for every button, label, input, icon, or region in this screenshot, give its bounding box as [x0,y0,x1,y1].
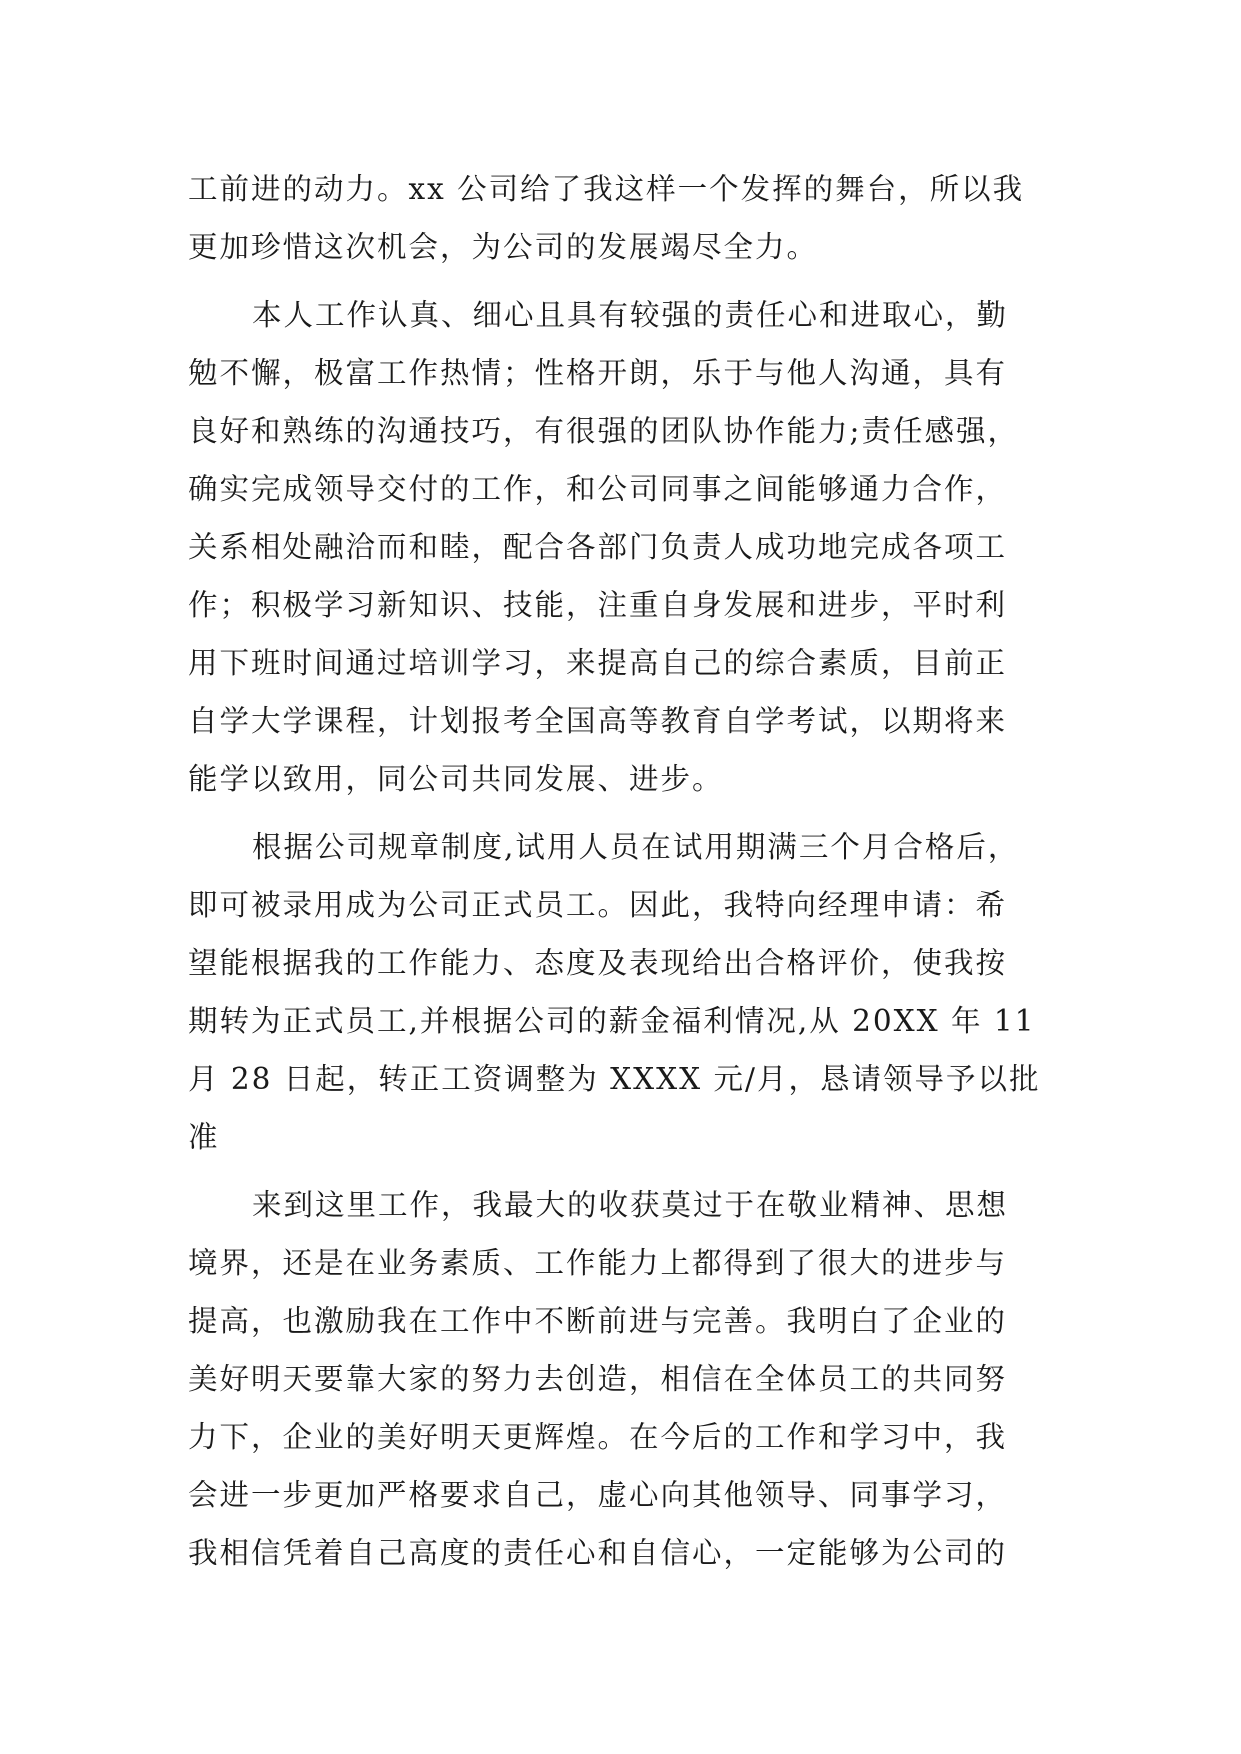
text-line: 准 [188,1120,220,1154]
text-line: 能学以致用，同公司共同发展、进步。 [188,762,724,796]
paragraph-2 [188,286,1054,808]
text-line: 良好和熟练的沟通技巧，有很强的团队协作能力;责任感强， [188,414,1019,448]
text-line: 本人工作认真、细心且具有较强的责任心和进取心，勤 [252,298,1009,332]
text-line: 期转为正式员工,并根据公司的薪金福利情况,从 20XX 年 11 [188,1004,1036,1038]
text-line: 境界，还是在业务素质、工作能力上都得到了很大的进步与 [188,1246,1008,1280]
paragraph-4 [188,1176,1054,1582]
text-line: 来到这里工作，我最大的收获莫过于在敬业精神、思想 [252,1188,1009,1222]
text-line: 月 28 日起，转正工资调整为 XXXX 元/月，恳请领导予以批 [188,1062,1041,1096]
text-line: 勉不懈，极富工作热情；性格开朗，乐于与他人沟通，具有 [188,356,1008,390]
paragraph-3 [188,818,1054,1166]
paragraph-1 [188,160,1054,276]
text-line: 工前进的动力。xx 公司给了我这样一个发挥的舞台，所以我 [188,172,1025,206]
text-line: 关系相处融洽而和睦，配合各部门负责人成功地完成各项工 [188,530,1008,564]
text-line: 即可被录用成为公司正式员工。因此，我特向经理申请：希 [188,888,1008,922]
text-line: 提高，也激励我在工作中不断前进与完善。我明白了企业的 [188,1304,1008,1338]
text-line: 作；积极学习新知识、技能，注重自身发展和进步，平时利 [188,588,1008,622]
document-body [188,160,1054,1582]
text-line: 根据公司规章制度,试用人员在试用期满三个月合格后， [252,830,1020,864]
text-line: 美好明天要靠大家的努力去创造，相信在全体员工的共同努 [188,1362,1008,1396]
text-line: 用下班时间通过培训学习，来提高自己的综合素质，目前正 [188,646,1008,680]
text-line: 自学大学课程，计划报考全国高等教育自学考试，以期将来 [188,704,1008,738]
text-line: 望能根据我的工作能力、态度及表现给出合格评价，使我按 [188,946,1008,980]
text-line: 我相信凭着自己高度的责任心和自信心，一定能够为公司的 [188,1536,1008,1570]
text-line: 更加珍惜这次机会，为公司的发展竭尽全力。 [188,230,819,264]
text-line: 会进一步更加严格要求自己，虚心向其他领导、同事学习， [188,1478,1008,1512]
text-line: 确实完成领导交付的工作，和公司同事之间能够通力合作， [188,472,1008,506]
text-line: 力下，企业的美好明天更辉煌。在今后的工作和学习中，我 [188,1420,1008,1454]
